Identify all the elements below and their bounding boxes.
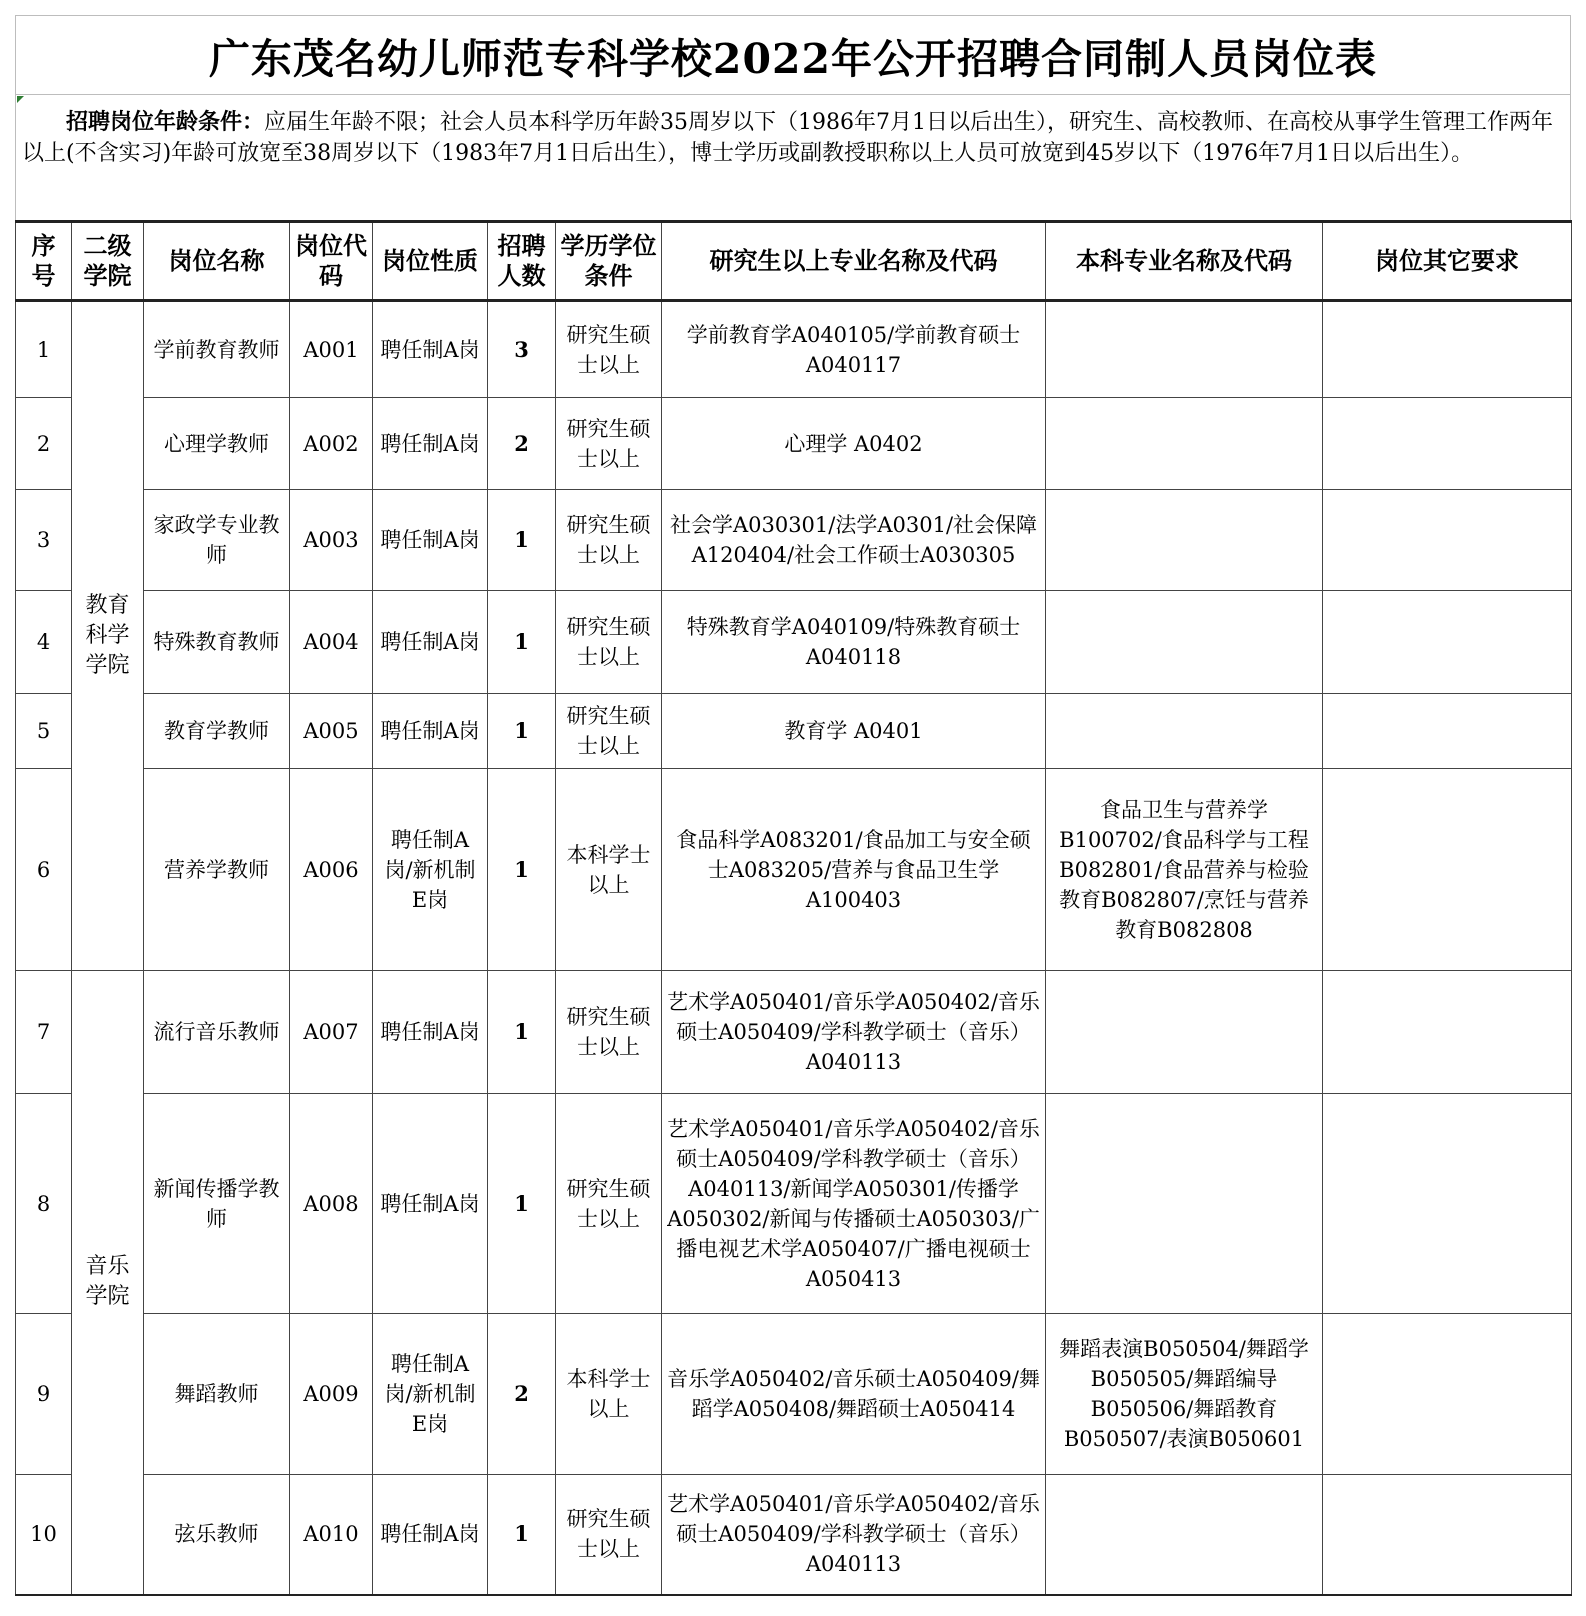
cell-code: A002 — [290, 398, 373, 490]
cell-nature: 聘任制A岗 — [373, 1094, 488, 1314]
cell-grad: 艺术学A050401/音乐学A050402/音乐硕士A050409/学科教学硕士（音乐）A040113 — [662, 1475, 1046, 1595]
header-other: 岗位其它要求 — [1323, 222, 1572, 301]
cell-code: A009 — [290, 1314, 373, 1475]
cell-other — [1323, 398, 1572, 490]
cell-name: 新闻传播学教师 — [144, 1094, 290, 1314]
cell-edu: 研究生硕士以上 — [556, 490, 662, 591]
header-dept: 二级学院 — [72, 222, 144, 301]
table-row — [16, 694, 1572, 769]
cell-name: 流行音乐教师 — [144, 971, 290, 1094]
cell-code: A008 — [290, 1094, 373, 1314]
cell-edu: 研究生硕士以上 — [556, 1475, 662, 1595]
table-row — [16, 971, 1572, 1094]
cell-undergrad — [1046, 1094, 1323, 1314]
cell-other — [1323, 591, 1572, 694]
cell-no: 10 — [16, 1475, 72, 1595]
table-row — [16, 490, 1572, 591]
cell-code: A004 — [290, 591, 373, 694]
cell-undergrad — [1046, 490, 1323, 591]
table-row — [16, 1475, 1572, 1595]
cell-grad: 特殊教育学A040109/特殊教育硕士A040118 — [662, 591, 1046, 694]
header-no: 序号 — [16, 222, 72, 301]
cell-count: 3 — [488, 301, 556, 398]
cell-count: 1 — [488, 591, 556, 694]
header-count: 招聘人数 — [488, 222, 556, 301]
header-undergrad: 本科专业名称及代码 — [1046, 222, 1323, 301]
cell-count: 2 — [488, 1314, 556, 1475]
table-row — [16, 591, 1572, 694]
cell-no: 1 — [16, 301, 72, 398]
note-text: 应届生年龄不限；社会人员本科学历年龄35周岁以下（1986年7月1日以后出生），研究生、高校教师、在高校从事学生管理工作两年以上(不含实习)年龄可放宽至38周岁以下（1983年7月1日后出生），博士学历或副教授职称以上人员可放宽到45岁以下（1976年7月1日以后出生）。 — [22, 110, 1553, 166]
cell-count: 1 — [488, 1094, 556, 1314]
cell-other — [1323, 769, 1572, 971]
cell-edu: 本科学士以上 — [556, 1314, 662, 1475]
cell-no: 2 — [16, 398, 72, 490]
header-row — [16, 222, 1572, 301]
cell-edu: 本科学士以上 — [556, 769, 662, 971]
cell-count: 1 — [488, 490, 556, 591]
cell-code: A006 — [290, 769, 373, 971]
cell-count: 1 — [488, 694, 556, 769]
cell-name: 学前教育教师 — [144, 301, 290, 398]
cell-other — [1323, 971, 1572, 1094]
table-row — [16, 769, 1572, 971]
cell-undergrad — [1046, 1475, 1323, 1595]
cell-undergrad — [1046, 301, 1323, 398]
cell-dept: 教育科学学院 — [72, 301, 144, 971]
cell-other — [1323, 694, 1572, 769]
cell-edu: 研究生硕士以上 — [556, 591, 662, 694]
cell-grad: 学前教育学A040105/学前教育硕士A040117 — [662, 301, 1046, 398]
table-row — [16, 1314, 1572, 1475]
cell-undergrad — [1046, 971, 1323, 1094]
note-lead: 招聘岗位年龄条件： — [66, 109, 265, 135]
cell-code: A005 — [290, 694, 373, 769]
cell-no: 7 — [16, 971, 72, 1094]
header-nature: 岗位性质 — [373, 222, 488, 301]
cell-code: A003 — [290, 490, 373, 591]
cell-nature: 聘任制A岗/新机制E岗 — [373, 1314, 488, 1475]
cell-undergrad: 食品卫生与营养学B100702/食品科学与工程B082801/食品营养与检验教育B082807/烹饪与营养教育B082808 — [1046, 769, 1323, 971]
cell-nature: 聘任制A岗 — [373, 694, 488, 769]
cell-name: 心理学教师 — [144, 398, 290, 490]
table-row — [16, 398, 1572, 490]
cell-grad: 艺术学A050401/音乐学A050402/音乐硕士A050409/学科教学硕士（音乐）A040113 — [662, 971, 1046, 1094]
cell-no: 6 — [16, 769, 72, 971]
cell-nature: 聘任制A岗 — [373, 1475, 488, 1595]
cell-code: A010 — [290, 1475, 373, 1595]
cell-other — [1323, 490, 1572, 591]
cell-undergrad — [1046, 591, 1323, 694]
header-name: 岗位名称 — [144, 222, 290, 301]
cell-code: A001 — [290, 301, 373, 398]
cell-grad: 教育学 A0401 — [662, 694, 1046, 769]
cell-undergrad: 舞蹈表演B050504/舞蹈学B050505/舞蹈编导B050506/舞蹈教育B050507/表演B050601 — [1046, 1314, 1323, 1475]
cell-edu: 研究生硕士以上 — [556, 1094, 662, 1314]
cell-other — [1323, 1475, 1572, 1595]
cell-no: 3 — [16, 490, 72, 591]
table-row — [16, 1094, 1572, 1314]
cell-edu: 研究生硕士以上 — [556, 694, 662, 769]
cell-nature: 聘任制A岗/新机制E岗 — [373, 769, 488, 971]
cell-grad: 食品科学A083201/食品加工与安全硕士A083205/营养与食品卫生学A100403 — [662, 769, 1046, 971]
cell-dept: 音乐学院 — [72, 971, 144, 1595]
cell-nature: 聘任制A岗 — [373, 591, 488, 694]
cell-count: 2 — [488, 398, 556, 490]
cell-undergrad — [1046, 694, 1323, 769]
cell-name: 家政学专业教师 — [144, 490, 290, 591]
age-requirement-note — [15, 95, 1571, 220]
cell-no: 4 — [16, 591, 72, 694]
header-edu: 学历学位条件 — [556, 222, 662, 301]
cell-code: A007 — [290, 971, 373, 1094]
header-code: 岗位代码 — [290, 222, 373, 301]
cell-count: 1 — [488, 769, 556, 971]
cell-name: 舞蹈教师 — [144, 1314, 290, 1475]
header-grad: 研究生以上专业名称及代码 — [662, 222, 1046, 301]
cell-grad: 艺术学A050401/音乐学A050402/音乐硕士A050409/学科教学硕士（音乐）A040113/新闻学A050301/传播学A050302/新闻与传播硕士A050303/广播电视艺术学A050407/广播电视硕士A050413 — [662, 1094, 1046, 1314]
cell-grad: 音乐学A050402/音乐硕士A050409/舞蹈学A050408/舞蹈硕士A050414 — [662, 1314, 1046, 1475]
cell-name: 特殊教育教师 — [144, 591, 290, 694]
title-row — [15, 15, 1571, 95]
cell-edu: 研究生硕士以上 — [556, 398, 662, 490]
cell-grad: 社会学A030301/法学A0301/社会保障A120404/社会工作硕士A030305 — [662, 490, 1046, 591]
page-title: 广东茂名幼儿师范专科学校2022年公开招聘合同制人员岗位表 — [208, 34, 1378, 83]
cell-nature: 聘任制A岗 — [373, 971, 488, 1094]
positions-table — [15, 220, 1572, 1596]
cell-comment-marker-icon — [17, 96, 24, 103]
cell-nature: 聘任制A岗 — [373, 490, 488, 591]
cell-count: 1 — [488, 1475, 556, 1595]
cell-other — [1323, 1094, 1572, 1314]
cell-edu: 研究生硕士以上 — [556, 301, 662, 398]
cell-other — [1323, 1314, 1572, 1475]
cell-no: 5 — [16, 694, 72, 769]
cell-edu: 研究生硕士以上 — [556, 971, 662, 1094]
cell-count: 1 — [488, 971, 556, 1094]
cell-name: 教育学教师 — [144, 694, 290, 769]
cell-no: 8 — [16, 1094, 72, 1314]
cell-grad: 心理学 A0402 — [662, 398, 1046, 490]
cell-nature: 聘任制A岗 — [373, 301, 488, 398]
cell-name: 弦乐教师 — [144, 1475, 290, 1595]
cell-name: 营养学教师 — [144, 769, 290, 971]
cell-undergrad — [1046, 398, 1323, 490]
table-row — [16, 301, 1572, 398]
recruitment-sheet — [15, 15, 1571, 1596]
cell-nature: 聘任制A岗 — [373, 398, 488, 490]
cell-other — [1323, 301, 1572, 398]
cell-no: 9 — [16, 1314, 72, 1475]
